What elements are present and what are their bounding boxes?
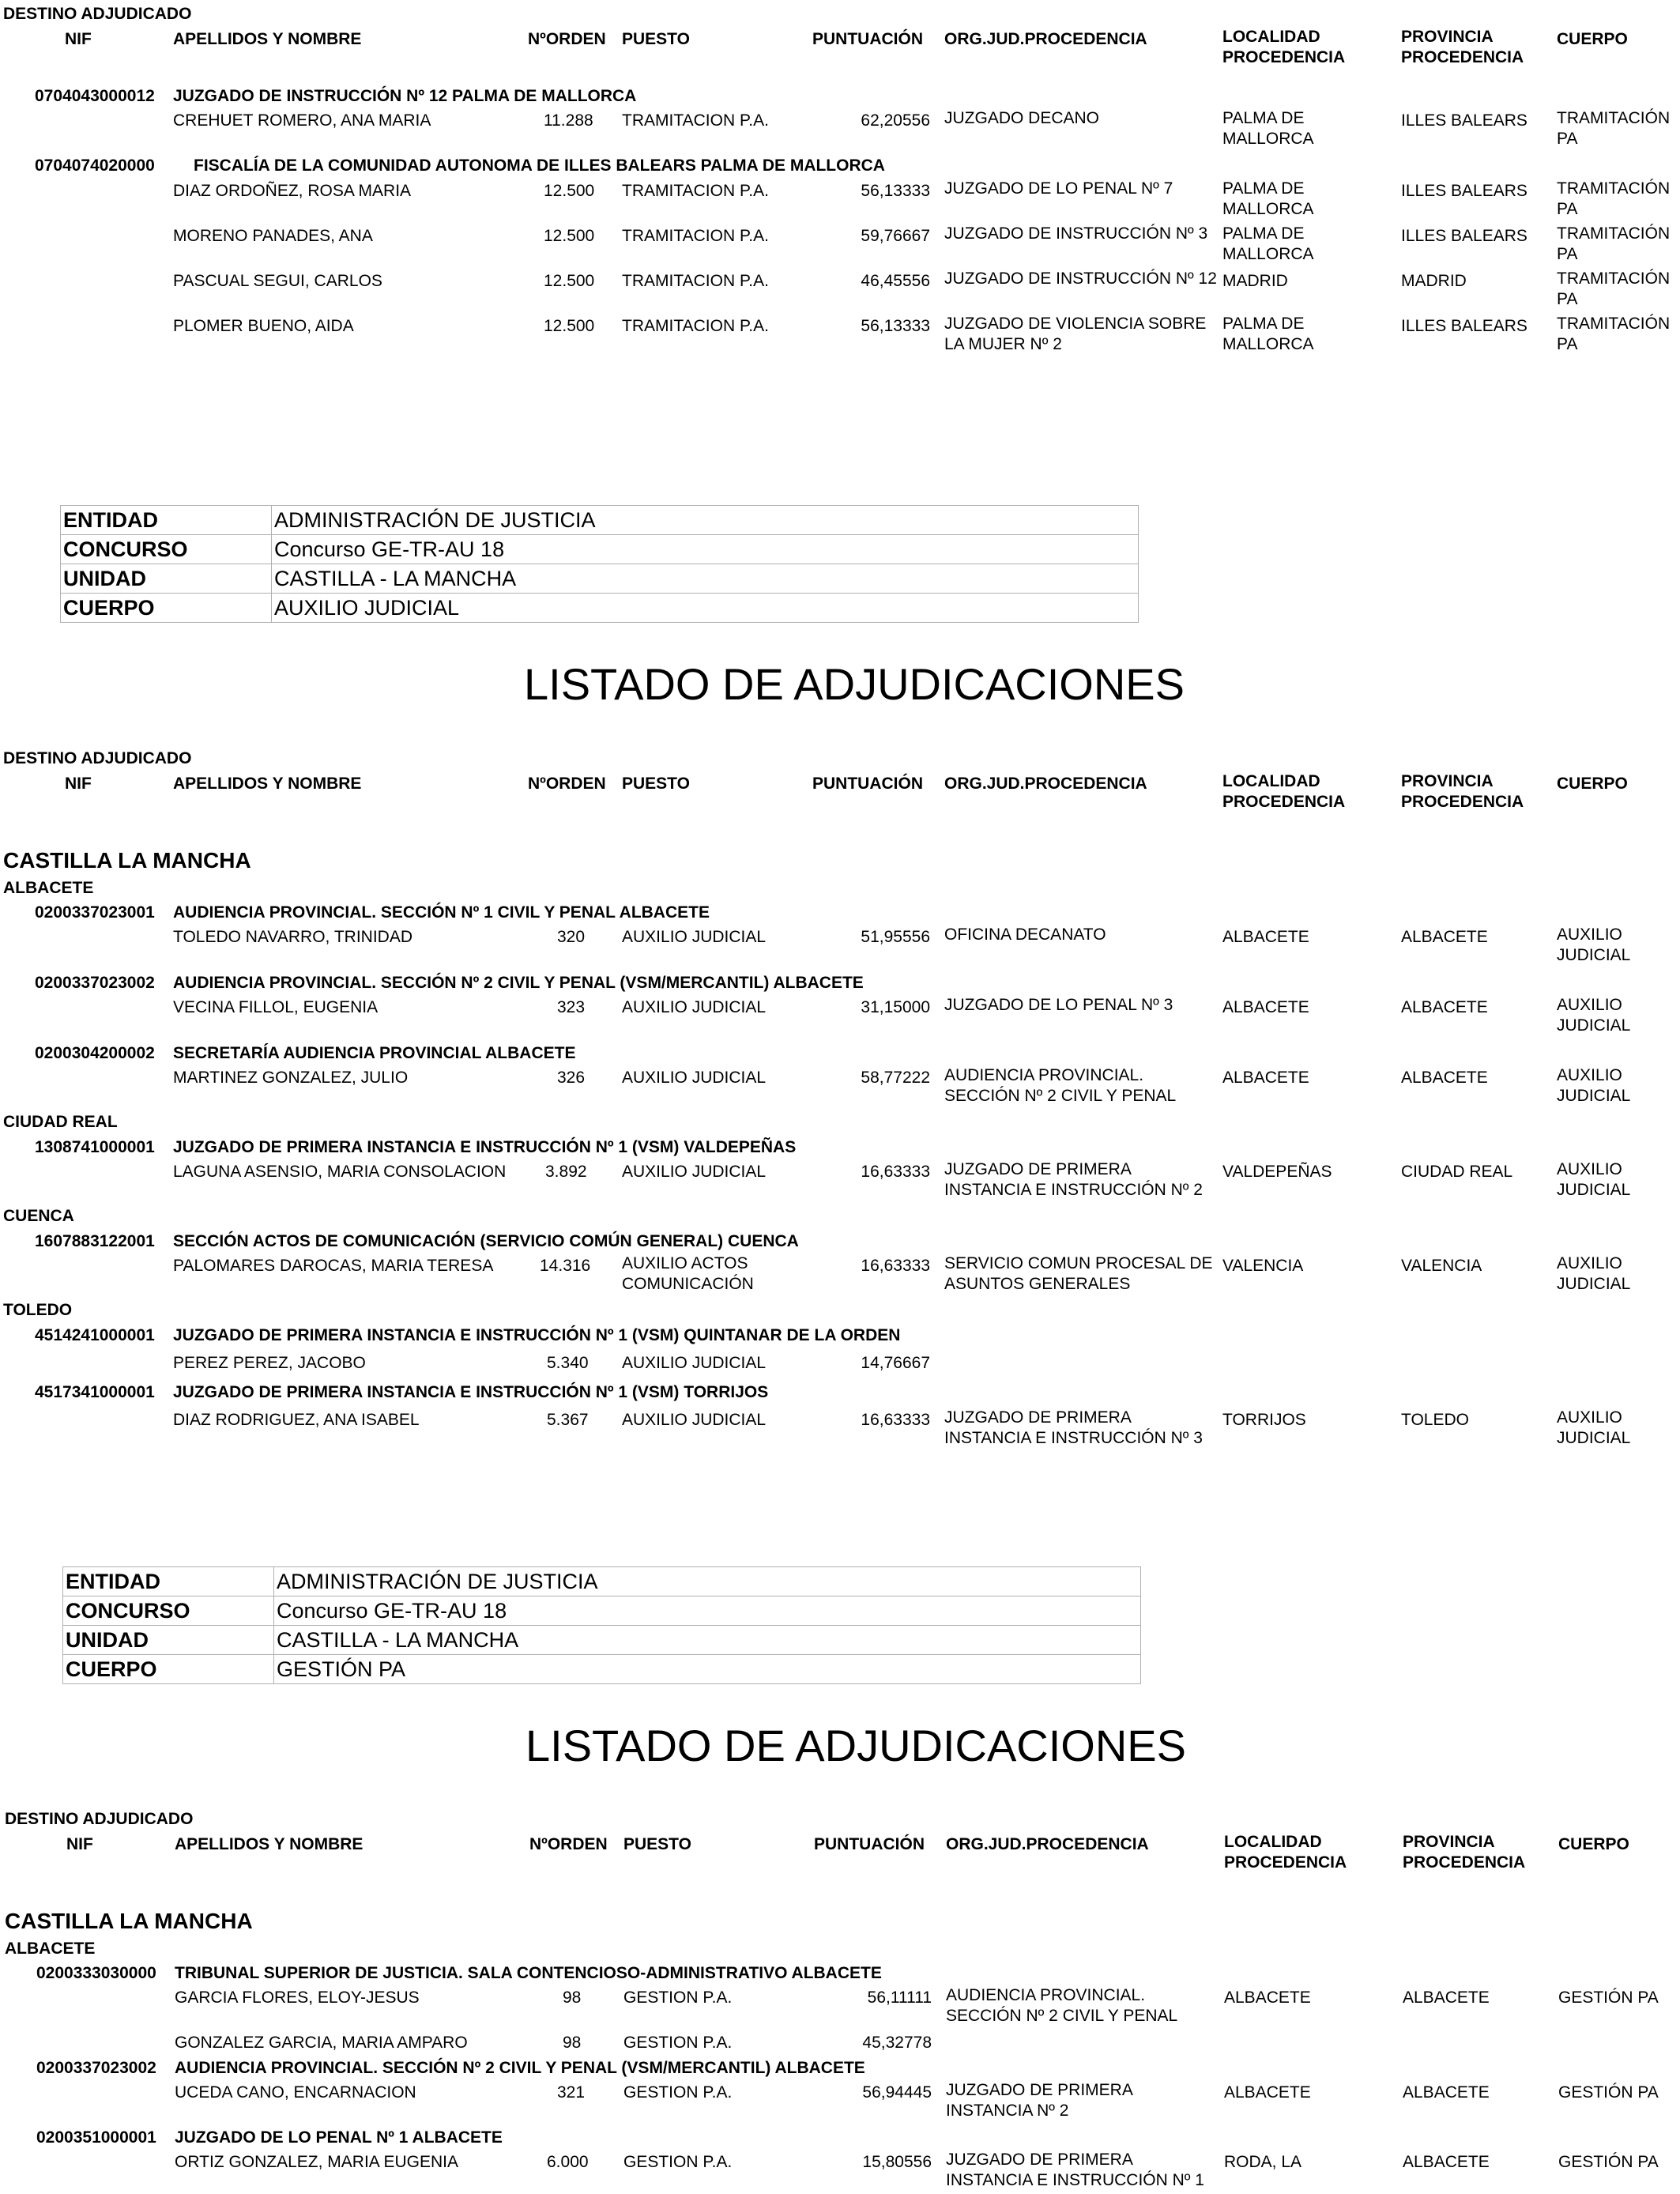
row-cuerpo: TRAMITACIÓN PA <box>1557 270 1671 308</box>
row-localidad: PALMA DE MALLORCA <box>1222 179 1314 218</box>
destino-name: SECRETARÍA AUDIENCIA PROVINCIAL ALBACETE <box>173 1044 576 1062</box>
row-nombre: CREHUET ROMERO, ANA MARIA <box>173 111 431 130</box>
row-orden: 98 <box>563 1989 582 2007</box>
row-puesto: AUXILIO ACTOS COMUNICACIÓN <box>622 1254 754 1293</box>
row-cuerpo: TRAMITACIÓN PA <box>1557 109 1671 148</box>
row-localidad: TORRIJOS <box>1222 1411 1306 1429</box>
row-puesto: AUXILIO JUDICIAL <box>622 998 767 1016</box>
row-cuerpo: GESTIÓN PA <box>1558 1989 1659 2007</box>
row-nombre: TOLEDO NAVARRO, TRINIDAD <box>173 928 412 946</box>
label-cuerpo: CUERPO <box>63 1655 274 1684</box>
listado-title: LISTADO DE ADJUDICACIONES <box>524 659 1185 709</box>
row-puesto: TRAMITACION P.A. <box>622 227 769 245</box>
row-puntos: 31,15000 <box>861 998 930 1016</box>
row-localidad: PALMA DE MALLORCA <box>1222 109 1314 148</box>
row-provincia: ALBACETE <box>1401 928 1488 946</box>
row-puntos: 59,76667 <box>861 227 930 245</box>
row-puntos: 56,94445 <box>862 2083 932 2102</box>
label-entidad: ENTIDAD <box>63 1567 274 1596</box>
row-provincia: ALBACETE <box>1403 2153 1490 2171</box>
row-cuerpo: AUXILIO JUDICIAL <box>1557 1066 1631 1105</box>
row-orden: 326 <box>557 1069 586 1087</box>
provincia-title: ALBACETE <box>5 1940 96 1958</box>
col-puntuacion: PUNTUACIÓN <box>814 1835 925 1853</box>
row-puesto: AUXILIO JUDICIAL <box>622 928 767 946</box>
col-puesto: PUESTO <box>623 1835 691 1853</box>
row-localidad: PALMA DE MALLORCA <box>1222 224 1314 263</box>
col-cuerpo: CUERPO <box>1557 30 1628 48</box>
row-puntos: 62,20556 <box>861 111 930 130</box>
row-orden: 12.500 <box>544 227 595 245</box>
info-table <box>60 505 1139 623</box>
row-localidad: ALBACETE <box>1224 2083 1311 2102</box>
destino-name: AUDIENCIA PROVINCIAL. SECCIÓN Nº 1 CIVIL Y PENAL ALBACETE <box>173 903 710 922</box>
row-nombre: PEREZ PEREZ, JACOBO <box>173 1354 366 1372</box>
row-localidad: VALDEPEÑAS <box>1222 1163 1332 1181</box>
value-entidad: ADMINISTRACIÓN DE JUSTICIA <box>274 1567 1141 1596</box>
row-puntos: 14,76667 <box>861 1354 930 1372</box>
row-cuerpo: GESTIÓN PA <box>1558 2153 1659 2171</box>
provincia-title: ALBACETE <box>3 879 94 897</box>
col-apellidos: APELLIDOS Y NOMBRE <box>175 1835 363 1853</box>
row-cuerpo: AUXILIO JUDICIAL <box>1557 1408 1631 1447</box>
destino-name: SECCIÓN ACTOS DE COMUNICACIÓN (SERVICIO COMÚN GENERAL) CUENCA <box>173 1232 799 1250</box>
row-puntos: 56,13333 <box>861 317 930 335</box>
destino-name: TRIBUNAL SUPERIOR DE JUSTICIA. SALA CONTENCIOSO-ADMINISTRATIVO ALBACETE <box>175 1964 882 1982</box>
destino-code: 0200337023002 <box>36 2059 156 2077</box>
row-org: JUZGADO DE PRIMERA INSTANCIA E INSTRUCCIÓN Nº 2 <box>944 1160 1203 1199</box>
destino-name: JUZGADO DE INSTRUCCIÓN Nº 12 PALMA DE MALLORCA <box>173 87 637 105</box>
row-localidad: ALBACETE <box>1222 998 1309 1016</box>
row-puntos: 51,95556 <box>861 928 930 946</box>
destino-code: 0704074020000 <box>35 156 155 175</box>
col-org: ORG.JUD.PROCEDENCIA <box>946 1835 1149 1853</box>
row-org: OFICINA DECANATO <box>944 925 1106 944</box>
row-puntos: 56,11111 <box>867 1989 932 2007</box>
row-provincia: ILLES BALEARS <box>1401 111 1527 130</box>
row-orden: 12.500 <box>544 317 595 335</box>
destino-code: 0200333030000 <box>36 1964 156 1982</box>
col-puesto: PUESTO <box>622 30 690 48</box>
row-provincia: ILLES BALEARS <box>1401 227 1527 245</box>
row-org: JUZGADO DE PRIMERA INSTANCIA Nº 2 <box>946 2081 1132 2120</box>
row-puesto: TRAMITACION P.A. <box>622 272 769 290</box>
destino-name: JUZGADO DE PRIMERA INSTANCIA E INSTRUCCIÓN Nº 1 (VSM) QUINTANAR DE LA ORDEN <box>173 1326 901 1344</box>
row-orden: 14.316 <box>540 1257 591 1275</box>
row-orden: 12.500 <box>544 272 595 290</box>
row-cuerpo: TRAMITACIÓN PA <box>1557 315 1671 353</box>
col-apellidos: APELLIDOS Y NOMBRE <box>173 775 362 793</box>
row-localidad: PALMA DE MALLORCA <box>1222 315 1314 353</box>
row-nombre: MARTINEZ GONZALEZ, JULIO <box>173 1069 409 1087</box>
provincia-title: CIUDAD REAL <box>3 1113 118 1131</box>
destino-name: FISCALÍA DE LA COMUNIDAD AUTONOMA DE ILLES BALEARS PALMA DE MALLORCA <box>194 156 885 175</box>
row-orden: 11.288 <box>544 111 593 130</box>
row-org: JUZGADO DE LO PENAL Nº 3 <box>944 996 1173 1014</box>
row-nombre: GONZALEZ GARCIA, MARIA AMPARO <box>175 2034 468 2052</box>
row-puesto: AUXILIO JUDICIAL <box>622 1069 767 1087</box>
row-org: AUDIENCIA PROVINCIAL. SECCIÓN Nº 2 CIVIL Y PENAL <box>944 1066 1177 1105</box>
col-nif: NIF <box>65 30 92 48</box>
col-cuerpo: CUERPO <box>1557 775 1628 793</box>
row-localidad: ALBACETE <box>1222 1069 1309 1087</box>
col-puesto: PUESTO <box>622 775 690 793</box>
destino-code: 0200351000001 <box>36 2128 156 2147</box>
destino-name: AUDIENCIA PROVINCIAL. SECCIÓN Nº 2 CIVIL Y PENAL (VSM/MERCANTIL) ALBACETE <box>175 2059 865 2077</box>
row-orden: 321 <box>557 2083 586 2102</box>
provincia-title: CUENCA <box>3 1207 74 1225</box>
row-puntos: 58,77222 <box>861 1069 930 1087</box>
provincia-title: TOLEDO <box>3 1301 73 1319</box>
row-puntos: 16,63333 <box>861 1257 930 1275</box>
row-orden: 3.892 <box>545 1163 587 1181</box>
destino-code: 4517341000001 <box>35 1383 155 1401</box>
row-cuerpo: AUXILIO JUDICIAL <box>1557 925 1631 964</box>
row-puesto: AUXILIO JUDICIAL <box>622 1354 767 1372</box>
row-provincia: ALBACETE <box>1403 1989 1490 2007</box>
row-org: JUZGADO DECANO <box>944 109 1100 127</box>
col-norden: NºORDEN <box>528 30 606 48</box>
region-title: CASTILLA LA MANCHA <box>3 848 251 873</box>
row-org: JUZGADO DE PRIMERA INSTANCIA E INSTRUCCIÓN Nº 3 <box>944 1408 1203 1447</box>
destino-code: 1308741000001 <box>35 1138 155 1156</box>
row-cuerpo: AUXILIO JUDICIAL <box>1557 1254 1631 1293</box>
row-localidad: ALBACETE <box>1222 928 1309 946</box>
row-provincia: VALENCIA <box>1401 1257 1482 1275</box>
row-provincia: CIUDAD REAL <box>1401 1163 1513 1181</box>
row-org: JUZGADO DE VIOLENCIA SOBRE LA MUJER Nº 2 <box>944 315 1207 353</box>
info-table <box>62 1566 1141 1684</box>
row-orden: 320 <box>557 928 586 946</box>
row-puesto: AUXILIO JUDICIAL <box>622 1411 767 1429</box>
destino-header: DESTINO ADJUDICADO <box>5 1810 194 1828</box>
row-provincia: ALBACETE <box>1401 998 1488 1016</box>
row-puesto: TRAMITACION P.A. <box>622 317 769 335</box>
col-localidad: LOCALIDAD PROCEDENCIA <box>1224 1833 1347 1872</box>
col-norden: NºORDEN <box>528 775 606 793</box>
row-puntos: 45,32778 <box>862 2034 932 2052</box>
row-nombre: UCEDA CANO, ENCARNACION <box>175 2083 416 2102</box>
row-nombre: VECINA FILLOL, EUGENIA <box>173 998 379 1016</box>
col-localidad: LOCALIDAD PROCEDENCIA <box>1222 28 1346 66</box>
region-title: CASTILLA LA MANCHA <box>5 1909 253 1933</box>
row-cuerpo: AUXILIO JUDICIAL <box>1557 996 1631 1035</box>
row-orden: 12.500 <box>544 182 595 200</box>
destino-header: DESTINO ADJUDICADO <box>3 749 192 767</box>
destino-name: AUDIENCIA PROVINCIAL. SECCIÓN Nº 2 CIVIL Y PENAL (VSM/MERCANTIL) ALBACETE <box>173 974 864 992</box>
row-nombre: LAGUNA ASENSIO, MARIA CONSOLACION <box>173 1163 507 1181</box>
row-nombre: PASCUAL SEGUI, CARLOS <box>173 272 382 290</box>
row-nombre: MORENO PANADES, ANA <box>173 227 373 245</box>
col-provincia: PROVINCIA PROCEDENCIA <box>1403 1833 1526 1872</box>
value-concurso: Concurso GE-TR-AU 18 <box>272 535 1139 564</box>
row-puesto: GESTION P.A. <box>623 2153 733 2171</box>
destino-code: 1607883122001 <box>35 1232 155 1250</box>
value-entidad: ADMINISTRACIÓN DE JUSTICIA <box>272 506 1139 535</box>
row-nombre: PALOMARES DAROCAS, MARIA TERESA <box>173 1257 494 1275</box>
col-org: ORG.JUD.PROCEDENCIA <box>944 30 1147 48</box>
row-orden: 5.367 <box>547 1411 589 1429</box>
destino-header: DESTINO ADJUDICADO <box>3 5 192 23</box>
row-nombre: ORTIZ GONZALEZ, MARIA EUGENIA <box>175 2153 458 2171</box>
row-puesto: GESTION P.A. <box>623 2034 733 2052</box>
row-provincia: TOLEDO <box>1401 1411 1469 1429</box>
col-org: ORG.JUD.PROCEDENCIA <box>944 775 1147 793</box>
row-org: AUDIENCIA PROVINCIAL. SECCIÓN Nº 2 CIVIL Y PENAL <box>946 1986 1178 2025</box>
col-apellidos: APELLIDOS Y NOMBRE <box>173 30 362 48</box>
row-provincia: ALBACETE <box>1401 1069 1488 1087</box>
destino-name: JUZGADO DE LO PENAL Nº 1 ALBACETE <box>175 2128 503 2147</box>
col-norden: NºORDEN <box>529 1835 608 1853</box>
row-puesto: GESTION P.A. <box>623 2083 733 2102</box>
row-puntos: 46,45556 <box>861 272 930 290</box>
row-org: JUZGADO DE INSTRUCCIÓN Nº 12 <box>944 270 1217 288</box>
destino-code: 0200337023001 <box>35 903 155 922</box>
label-concurso: CONCURSO <box>63 1596 274 1626</box>
col-nif: NIF <box>65 775 92 793</box>
row-puntos: 16,63333 <box>861 1163 930 1181</box>
row-org: JUZGADO DE PRIMERA INSTANCIA E INSTRUCCIÓN Nº 1 <box>946 2151 1204 2189</box>
row-localidad: RODA, LA <box>1224 2153 1302 2171</box>
col-puntuacion: PUNTUACIÓN <box>812 775 923 793</box>
destino-name: JUZGADO DE PRIMERA INSTANCIA E INSTRUCCIÓN Nº 1 (VSM) VALDEPEÑAS <box>173 1138 797 1156</box>
row-orden: 5.340 <box>547 1354 589 1372</box>
row-localidad: ALBACETE <box>1224 1989 1311 2007</box>
label-unidad: UNIDAD <box>63 1626 274 1655</box>
row-orden: 323 <box>557 998 586 1016</box>
col-cuerpo: CUERPO <box>1558 1835 1629 1853</box>
value-unidad: CASTILLA - LA MANCHA <box>272 564 1139 594</box>
destino-name: JUZGADO DE PRIMERA INSTANCIA E INSTRUCCIÓN Nº 1 (VSM) TORRIJOS <box>173 1383 769 1401</box>
row-puesto: AUXILIO JUDICIAL <box>622 1163 767 1181</box>
col-localidad: LOCALIDAD PROCEDENCIA <box>1222 772 1346 811</box>
label-concurso: CONCURSO <box>61 535 272 564</box>
row-cuerpo: GESTIÓN PA <box>1558 2083 1659 2102</box>
row-provincia: ALBACETE <box>1403 2083 1490 2102</box>
row-org: JUZGADO DE LO PENAL Nº 7 <box>944 179 1173 198</box>
row-provincia: MADRID <box>1401 272 1467 290</box>
value-concurso: Concurso GE-TR-AU 18 <box>274 1596 1141 1626</box>
row-cuerpo: TRAMITACIÓN PA <box>1557 224 1671 263</box>
row-cuerpo: AUXILIO JUDICIAL <box>1557 1160 1631 1199</box>
value-cuerpo: GESTIÓN PA <box>274 1655 1141 1684</box>
row-orden: 98 <box>563 2034 582 2052</box>
col-puntuacion: PUNTUACIÓN <box>812 30 923 48</box>
value-cuerpo: AUXILIO JUDICIAL <box>272 594 1139 623</box>
row-provincia: ILLES BALEARS <box>1401 317 1527 335</box>
label-cuerpo: CUERPO <box>61 594 272 623</box>
row-provincia: ILLES BALEARS <box>1401 182 1527 200</box>
row-org: JUZGADO DE INSTRUCCIÓN Nº 3 <box>944 224 1208 243</box>
value-unidad: CASTILLA - LA MANCHA <box>274 1626 1141 1655</box>
row-nombre: DIAZ ORDOÑEZ, ROSA MARIA <box>173 182 412 200</box>
label-entidad: ENTIDAD <box>61 506 272 535</box>
row-localidad: MADRID <box>1222 272 1288 290</box>
row-puntos: 15,80556 <box>862 2153 932 2171</box>
row-puesto: TRAMITACION P.A. <box>622 111 769 130</box>
label-unidad: UNIDAD <box>61 564 272 594</box>
col-provincia: PROVINCIA PROCEDENCIA <box>1401 772 1524 811</box>
col-provincia: PROVINCIA PROCEDENCIA <box>1401 28 1524 66</box>
destino-code: 0200304200002 <box>35 1044 155 1062</box>
row-orden: 6.000 <box>547 2153 589 2171</box>
col-nif: NIF <box>66 1835 93 1853</box>
listado-title: LISTADO DE ADJUDICACIONES <box>525 1721 1187 1770</box>
row-cuerpo: TRAMITACIÓN PA <box>1557 179 1671 218</box>
row-puntos: 56,13333 <box>861 182 930 200</box>
destino-code: 4514241000001 <box>35 1326 155 1344</box>
row-puesto: TRAMITACION P.A. <box>622 182 769 200</box>
row-puesto: GESTION P.A. <box>623 1989 733 2007</box>
row-nombre: GARCIA FLORES, ELOY-JESUS <box>175 1989 420 2007</box>
row-nombre: DIAZ RODRIGUEZ, ANA ISABEL <box>173 1411 420 1429</box>
row-org: SERVICIO COMUN PROCESAL DE ASUNTOS GENERALES <box>944 1254 1213 1293</box>
row-localidad: VALENCIA <box>1222 1257 1304 1275</box>
row-puntos: 16,63333 <box>861 1411 930 1429</box>
destino-code: 0200337023002 <box>35 974 155 992</box>
row-nombre: PLOMER BUENO, AIDA <box>173 317 354 335</box>
destino-code: 0704043000012 <box>35 87 155 105</box>
